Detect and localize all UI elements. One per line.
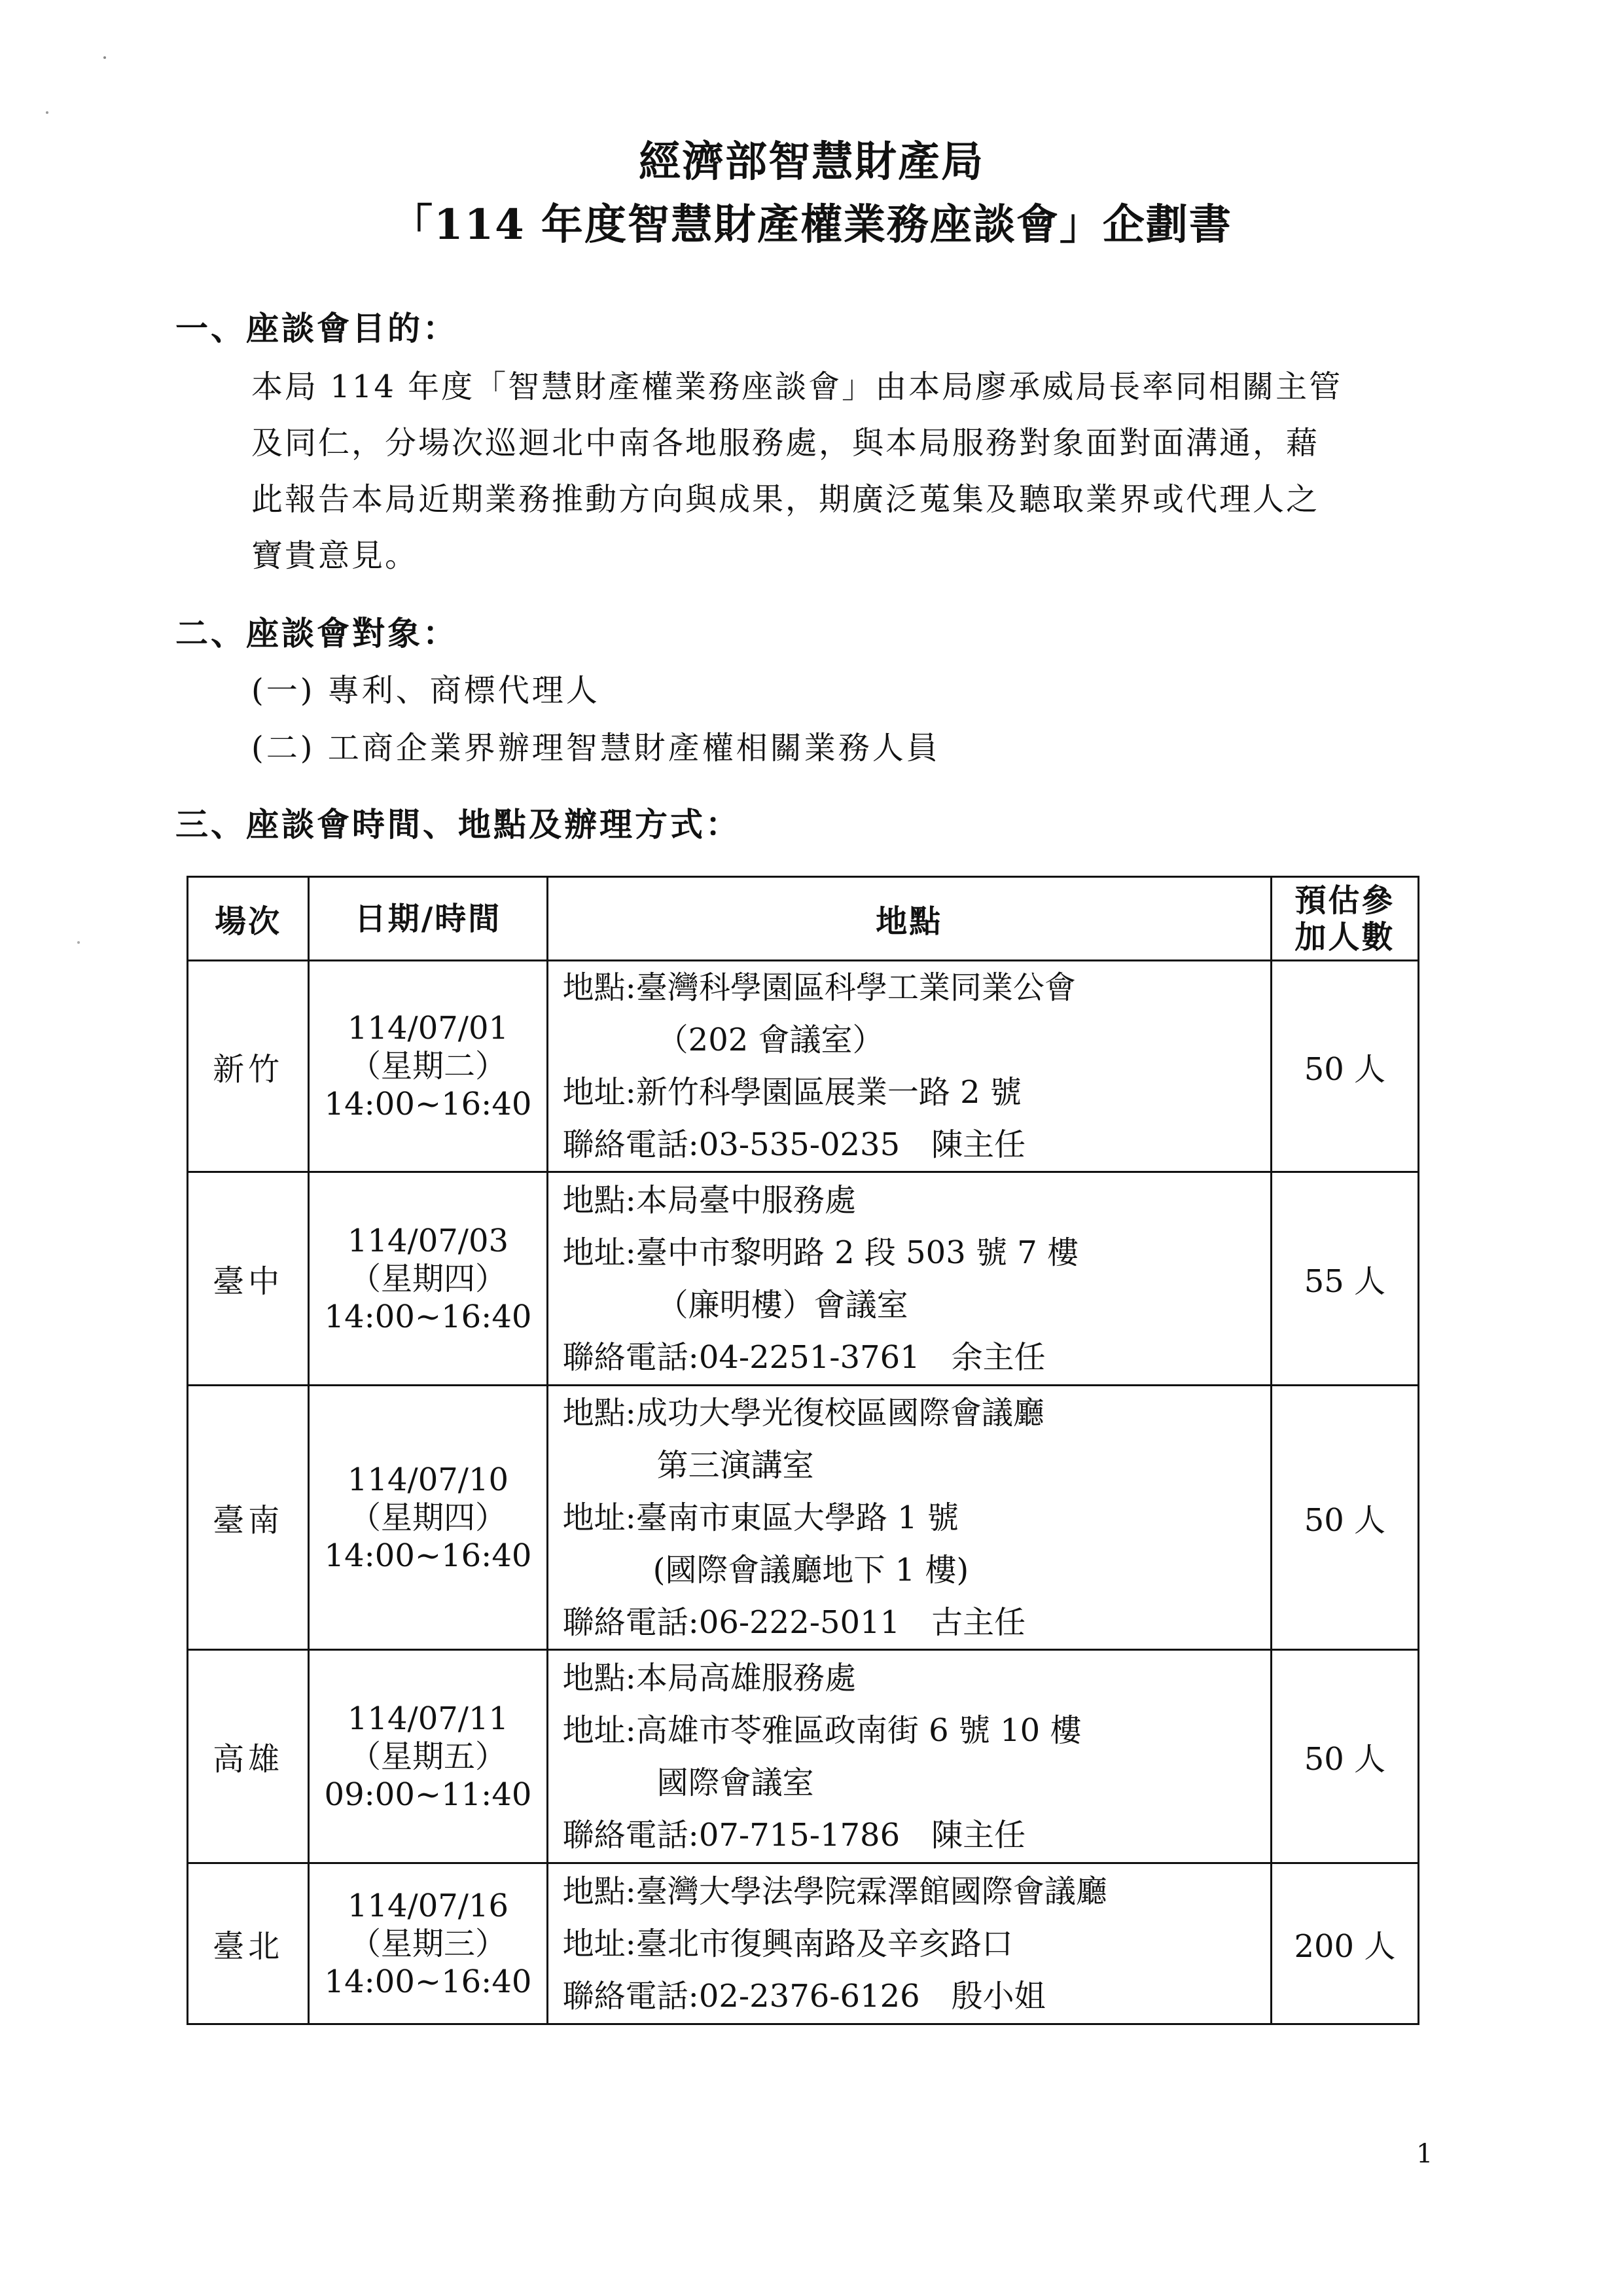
contact-line: 聯絡電話:04-2251-3761 余主任 [562, 1338, 1046, 1376]
venue-cell: 臺北 [188, 1863, 309, 2024]
capacity-cell: 55 人 [1271, 1172, 1418, 1386]
contact-line: 聯絡電話:07-715-1786 陳主任 [562, 1816, 1026, 1854]
weekday-text: （星期四） [349, 1499, 507, 1536]
time-text: 14:00~16:40 [324, 1086, 532, 1122]
header-capacity-line1: 預估參 [1294, 882, 1395, 919]
capacity-cell: 50 人 [1271, 1386, 1418, 1650]
time-text: 14:00~16:40 [324, 1298, 532, 1335]
capacity-cell: 200 人 [1271, 1863, 1418, 2024]
purpose-line-1: 本局 114 年度「智慧財產權業務座談會」由本局廖承威局長率同相關主管 [251, 368, 1343, 405]
time-text: 14:00~16:40 [324, 1963, 532, 2000]
venue-cell: 臺南 [188, 1386, 309, 1650]
weekday-text: （星期四） [349, 1260, 507, 1297]
location-line: 地點:本局臺中服務處 [562, 1181, 856, 1219]
location-cell [547, 961, 1271, 1172]
datetime-cell [309, 1386, 547, 1650]
document-subtitle: 「114 年度智慧財產權業務座談會」企劃書 [391, 200, 1232, 249]
table-row [188, 1172, 1419, 1386]
contact-line: 聯絡電話:02-2376-6126 殷小姐 [562, 1977, 1046, 2015]
capacity-cell: 50 人 [1271, 1650, 1418, 1863]
audience-item-1: (一) 專利、商標代理人 [251, 672, 600, 709]
address-line: 地址:臺北市復興南路及辛亥路口 [562, 1925, 1013, 1962]
date-text: 114/07/01 [347, 1010, 509, 1047]
section-heading-purpose: 一、座談會目的： [175, 309, 458, 348]
purpose-line-2: 及同仁，分場次巡迴北中南各地服務處，與本局服務對象面對面溝通，藉 [251, 425, 1320, 461]
table-row [188, 1863, 1419, 2024]
venue-cell: 新竹 [188, 961, 309, 1172]
location-cell [547, 1172, 1271, 1386]
section-heading-audience: 二、座談會對象： [175, 614, 458, 653]
date-text: 114/07/03 [347, 1222, 509, 1259]
address-line: 地址:臺中市黎明路 2 段 503 號 7 樓 [562, 1234, 1079, 1271]
location-line: 地點:本局高雄服務處 [562, 1659, 856, 1696]
purpose-line-4: 寶貴意見。 [251, 537, 419, 574]
table-row [188, 961, 1419, 1172]
header-capacity-line2: 加人數 [1294, 918, 1395, 956]
location-line: 地點:臺灣科學園區科學工業同業公會 [562, 969, 1076, 1006]
address-line: 地址:高雄市苓雅區政南街 6 號 10 樓 [562, 1712, 1082, 1749]
address-line: 地址:新竹科學園區展業一路 2 號 [562, 1074, 1022, 1111]
date-text: 114/07/10 [347, 1461, 509, 1498]
datetime-cell [309, 961, 547, 1172]
date-text: 114/07/16 [347, 1887, 509, 1924]
address-line: 國際會議室 [656, 1764, 814, 1801]
address-line: 地址:臺南市東區大學路 1 號 [562, 1499, 959, 1536]
address-line: (國際會議廳地下 1 樓) [652, 1551, 969, 1588]
location-cell [547, 1650, 1271, 1863]
page-number: 1 [1416, 2139, 1433, 2169]
time-text: 14:00~16:40 [324, 1537, 532, 1574]
audience-item-2: (二) 工商企業界辦理智慧財產權相關業務人員 [251, 730, 940, 766]
venue-cell: 高雄 [188, 1650, 309, 1863]
header-location: 地點 [547, 877, 1271, 961]
purpose-line-3: 此報告本局近期業務推動方向與成果，期廣泛蒐集及聽取業界或代理人之 [251, 481, 1320, 518]
document-title: 經濟部智慧財產局 [639, 137, 984, 187]
header-capacity [1271, 877, 1418, 961]
location-line: （202 會議室） [656, 1022, 884, 1058]
time-text: 09:00~11:40 [324, 1776, 532, 1813]
header-datetime: 日期/時間 [309, 877, 547, 961]
datetime-cell [309, 1863, 547, 2024]
location-line: 地點:臺灣大學法學院霖澤館國際會議廳 [562, 1873, 1107, 1910]
table-row [188, 1386, 1419, 1650]
table-row [188, 1650, 1419, 1863]
datetime-cell [309, 1172, 547, 1386]
section-heading-schedule: 三、座談會時間、地點及辦理方式： [175, 805, 741, 844]
date-text: 114/07/11 [347, 1700, 509, 1737]
datetime-cell [309, 1650, 547, 1863]
venue-cell: 臺中 [188, 1172, 309, 1386]
location-line: 第三演講室 [656, 1446, 814, 1484]
schedule-table [187, 876, 1419, 2025]
table-header-row [188, 877, 1419, 961]
contact-line: 聯絡電話:03-535-0235 陳主任 [562, 1126, 1026, 1163]
capacity-cell: 50 人 [1271, 961, 1418, 1172]
location-cell [547, 1863, 1271, 2024]
location-cell [547, 1386, 1271, 1650]
header-venue: 場次 [188, 877, 309, 961]
location-line: 地點:成功大學光復校區國際會議廳 [562, 1394, 1044, 1431]
weekday-text: （星期三） [349, 1925, 507, 1962]
address-line: （廉明樓）會議室 [656, 1286, 908, 1323]
contact-line: 聯絡電話:06-222-5011 古主任 [562, 1604, 1026, 1641]
weekday-text: （星期二） [349, 1048, 507, 1085]
weekday-text: （星期五） [349, 1738, 507, 1775]
